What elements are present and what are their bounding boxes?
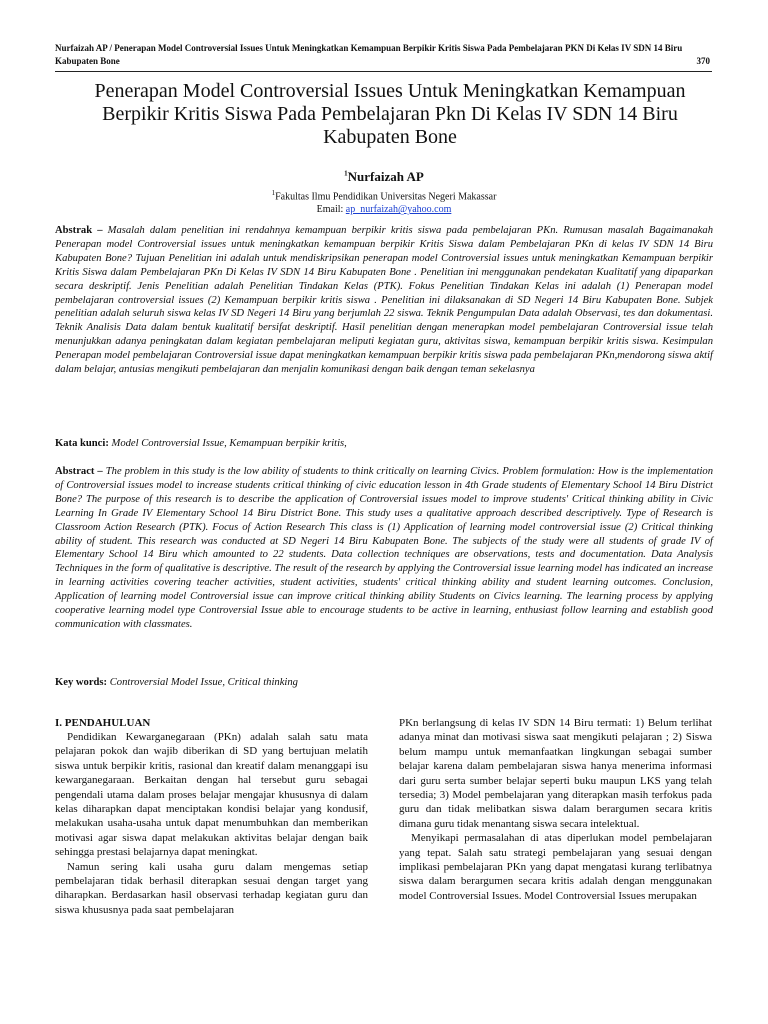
- paper-title: Penerapan Model Controversial Issues Untuk Meningkatkan Kemampuan Berpikir Kritis Siswa Pada Pembelajaran Pkn Di Kelas IV SDN 14 Biru Kabupaten Bone: [94, 80, 686, 148]
- email-label: Email:: [316, 204, 346, 216]
- abstract-paragraph: [55, 465, 713, 632]
- page-number: 370: [696, 56, 710, 66]
- affiliation-sup: 1: [271, 189, 276, 197]
- abstrak-paragraph: [55, 224, 713, 377]
- abstrak-label: Abstrak –: [55, 225, 108, 236]
- right-paragraph-2: Menyikapi permasalahan di atas diperlukan model pembelajaran yang tepat. Salah satu strategi pembelajaran yang sesuai dengan implikasi pembelajaran PKn yang dapat mengatasi kurang terlibatnya siswa dalam berargumen secara kritis adalah dengan menggunakan model Controversial Issues. Model Controversial Issues merupakan: [399, 832, 712, 902]
- running-head-text: Nurfaizah AP / Penerapan Model Controversial Issues Untuk Meningkatkan Kemampuan Berpikir Kritis Siswa Pada Pembelajaran PKN Di Kelas IV SDN 14 Biru Kabupaten Bone: [55, 43, 683, 66]
- author-line: [0, 169, 768, 185]
- right-column: [399, 716, 712, 903]
- section-heading: I. PENDAHULUAN: [55, 717, 151, 729]
- affiliation-block: [0, 187, 768, 216]
- header-rule: [55, 71, 712, 72]
- abstract-text: The problem in this study is the low ability of students to think critically on learning Civics. Problem formulation: How is the implementation of Controversial issues model to increase students critical thinking of civic education lesson in 4th Grade students of Elementary School 14 Biru District Bone? The purpose of this research is to describe the application of Controversial issues model to improve students' Critical thinking ability in Civic Learning In Grade IV Elementary School 14 Biru District Bone. This study uses a qualitative approach described descriptively. Type of Research is Classroom Action Research (PTK). Focus of Action Research This class is (1) Application of learning model controversial issue (2) Critical thinking ability of student. This research was conducted at SD Negeri 14 Biru Kabupaten Bone. The subjects of the study were all students of grade IV of Elementary School 14 Biru which amounted to 22 students. Data collection techniques are observations, tests and documentation. Data Analysis Techniques in the form of qualitative is descriptive. The result of the research by applying the Controversial issue learning model has indicated an increase in learning activities covering teacher activities, student activities, students' critical thinking ability and student learning outcomes. Conclusion, Application of learning model Controversial issue can improve critical thinking ability Students on Civics learning. The learning process by applying cooperative learning model type Controversial Issue able to encourage students to be active in learning, enthusiast follow learning and establish good communication with classmates.: [55, 466, 713, 630]
- abstract-label: Abstract –: [55, 466, 106, 477]
- key-words-label: Key words:: [55, 677, 110, 688]
- key-words-text: Controversial Model Issue, Critical thinking: [109, 677, 298, 688]
- left-paragraph-1: Pendidikan Kewarganegaraan (PKn) adalah salah satu mata pelajaran pokok dan wajib diberikan di SD yang bertujuan melatih siswa untuk berpikir kritis, rasional dan kreatif dalam menanggapi isu kewarganegaraan. Berkaitan dengan hal tersebut guru sebagai pengendali utama dalam proses belajar mengajar khususnya di dalam kelas diharapkan dapat menciptakan kondisi belajar yang kondusif, melakukan usaha-usaha untuk dapat menumbuhkan dan memberikan motivasi agar siswa dapat melakukan aktivitas belajar dengan baik sehingga prestasi belajarnya dapat meningkat.: [55, 731, 368, 859]
- author-sup: 1: [344, 169, 348, 178]
- left-column: [55, 716, 368, 917]
- abstrak-text: Masalah dalam penelitian ini rendahnya kemampuan berpikir kritis siswa pada pembelajaran PKn. Rumusan masalah Bagaimanakah Penerapan model Controversial issues untuk meningkatkan kemampuan berpikir Kritis Siswa dalam Pembelajaran PKn di kelas IV SDN 14 Biru Kabupaten Bone? Tujuan Penelitian ini adalah untuk mendiskripsikan penerapan model Controversial issues untuk meningkatkan Kemampuan berpikir Kritis Siswa dalam Pembelajaran PKn Di Kelas IV SDN 14 Biru Kabupaten Bone . Penelitian ini menggunakan pendekatan Kualitatif yang dipaparkan secara deskriptif. Jenis Penelitian adalah Penelitian Tindakan Kelas (PTK). Fokus Penelitian Tindakan Kelas ini adalah (1) Penerapan model pembelajaran controversial issues (2) Kemampuan berpikir kritis siswa . Penelitian ini dilaksanakan di SD Negeri 14 Biru Kabupaten Bone. Subjek penelitian adalah seluruh siswa kelas IV SD Negeri 14 Biru yang berjumlah 22 siswa. Teknik Pengumpulan Data adalah Observasi, tes dan dokumentasi. Teknik Analisis Data dalam bentuk kualitatif bersifat deskriptif. Hasil penelitian dengan menerapkan model pembelajaran Controversial issue telah menunjukkan adanya peningkatan dalam kegiatan pembelajaran meliputi kegiatan guru, aktivitas siswa, kemampuan berpikir kritis siswa. Kesimpulan Penerapan model pembelajaran Controversial issue dapat meningkatkan kemampuan berpikir kritis siswa pada pembelajaran PKn,mendorong siswa aktif dalam belajar, antusias mengikuti pembelajaran dan menjalin komunikasi dengan baik dengan teman sekelasnya: [55, 225, 713, 376]
- left-paragraph-2: Namun sering kali usaha guru dalam mengemas setiap pembelajaran tidak berhasil diterapkan sesuai dengan target yang diharapkan. Berdasarkan hasil observasi terhadap kegiatan guru dan siswa khususnya pada saat pembelajaran: [55, 860, 368, 916]
- kata-kunci-paragraph: [55, 437, 713, 451]
- author-name: Nurfaizah AP: [347, 169, 424, 184]
- affiliation-text: Fakultas Ilmu Pendidikan Universitas Negeri Makassar: [275, 191, 497, 203]
- email-link[interactable]: ap_nurfaizah@yahoo.com: [345, 204, 452, 216]
- email-line: [0, 203, 768, 216]
- running-head: [55, 42, 710, 68]
- right-paragraph-1: PKn berlangsung di kelas IV SDN 14 Biru termati: 1) Belum terlihat adanya minat dan motivasi siswa saat mengikuti pelajaran ; 2) Siswa belum mampu untuk memanfaatkan lingkungan sebagai sumber belajar karena dalam pembelajaran siswa hanya menerima informasi dari guru serta sumber belajar seperti buku maupun LKS yang telah tersedia; 3) Model pembelajaran yang diterapkan masih terfokus pada guru dan tidak melibatkan siswa dalam berargumen secara kritis dimana guru tidak menantang siswa secara intelektual.: [399, 717, 712, 830]
- affiliation-line: [0, 187, 768, 203]
- kata-kunci-text: Model Controversial Issue, Kemampuan berpikir kritis,: [111, 438, 347, 449]
- key-words-paragraph: [55, 676, 713, 690]
- kata-kunci-label: Kata kunci:: [55, 438, 112, 449]
